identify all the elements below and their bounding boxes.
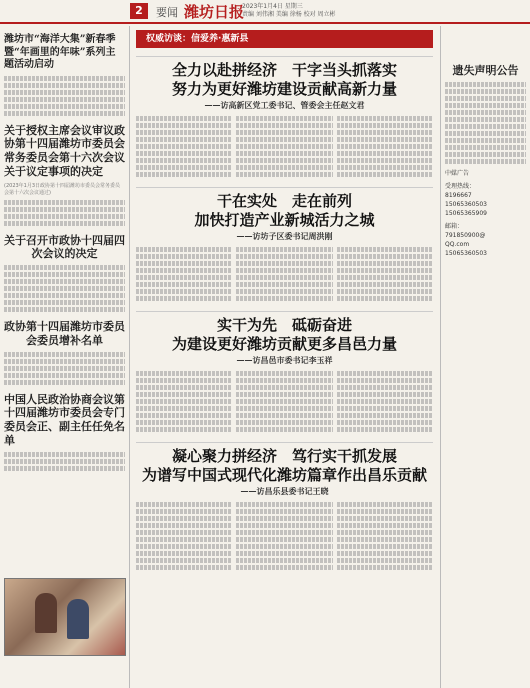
article-2-subtitle: ——访坊子区委书记周洪刚 — [236, 231, 333, 241]
article-4-title-line-1: 凝心聚力拼经济 笃行实干抓发展 — [171, 447, 397, 465]
right-column — [440, 26, 530, 688]
page-number: 2 — [130, 3, 148, 19]
main-column — [132, 26, 437, 688]
headline-session: 关于召开市政协十四届四次会议的决定 — [4, 233, 125, 261]
photo-person — [35, 593, 57, 633]
body-text — [4, 76, 125, 116]
meta-note: (2023年1月3日政协第十四届潍坊市委员会常务委员会第十六次会议通过) — [4, 182, 121, 196]
headline-member-list: 政协第十四届潍坊市委员会委员增补名单 — [4, 320, 125, 347]
article-2-body — [136, 245, 433, 303]
email-label: 邮箱： — [445, 223, 464, 230]
article-3-subtitle: ——访昌邑市委书记李玉祥 — [236, 355, 333, 365]
article-3 — [136, 311, 433, 434]
article-1-subtitle: ——访高新区党工委书记、管委会主任赵文君 — [204, 100, 365, 110]
article-3-title-line-1: 实干为先 砥砺奋进 — [216, 316, 352, 334]
article-3-body — [136, 369, 433, 434]
section-label: 要闻 — [156, 6, 178, 19]
headline-authorization: 关于授权主席会议审议政协第十四届潍坊市委员会常务委员会第十六次会议关于议定事项的决定 — [4, 123, 125, 178]
editors: 责编 刘伟湘 美编 徐杨 校对 周立彬 — [242, 11, 336, 18]
article-1-title-line-2: 努力为更好潍坊建设贡献高新力量 — [171, 80, 397, 98]
body-text — [4, 265, 125, 312]
article-1 — [136, 56, 433, 179]
article-4-subtitle: ——访昌乐县委书记王晓 — [240, 486, 329, 496]
news-photo — [4, 578, 126, 656]
article-4 — [136, 442, 433, 572]
ad-label: 中媒广告 — [445, 170, 470, 177]
article-2-title-line-2: 加快打造产业新城活力之城 — [194, 211, 375, 229]
notice-body — [445, 82, 526, 164]
photo-person — [67, 599, 89, 639]
dateline — [242, 3, 336, 19]
date: 2023年1月4日 星期三 — [242, 3, 303, 10]
headline-appointments: 中国人民政治协商会议第十四届潍坊市委员会专门委员会正、副主任任免名单 — [4, 392, 125, 447]
email-domain: QQ.com — [445, 241, 470, 248]
hotline-label: 受理热线： — [445, 183, 476, 190]
article-2 — [136, 187, 433, 303]
body-text — [4, 352, 125, 385]
notice-title: 遗失声明公告 — [452, 64, 519, 77]
newspaper-brand: 潍坊日报 — [184, 3, 245, 21]
body-text — [4, 452, 125, 471]
masthead — [0, 0, 530, 24]
article-2-title-line-1: 干在实处 走在前列 — [216, 192, 352, 210]
phone-number: 15065360503 — [445, 201, 487, 208]
article-1-title-line-1: 全力以赴拼经济 干字当头抓落实 — [171, 61, 397, 79]
body-text — [4, 200, 125, 226]
headline-ocean-fair: 潍坊市“海洋大集”新春季暨“年画里的年味”系列主题活动启动 — [4, 34, 116, 70]
section-banner: 权威访谈：信爱养·惠新县 — [136, 30, 433, 48]
left-column — [0, 26, 130, 688]
email-value: 791850900@ — [445, 232, 486, 239]
hotline-number: 8196667 — [445, 192, 472, 199]
article-4-title-line-2: 为谱写中国式现代化潍坊篇章作出昌乐贡献 — [141, 466, 427, 484]
article-3-title-line-2: 为建设更好潍坊贡献更多昌邑力量 — [171, 335, 397, 353]
phone-number: 15065365909 — [445, 210, 487, 217]
article-4-body — [136, 500, 433, 572]
phone-number: 15065360503 — [445, 250, 487, 257]
article-1-body — [136, 114, 433, 179]
